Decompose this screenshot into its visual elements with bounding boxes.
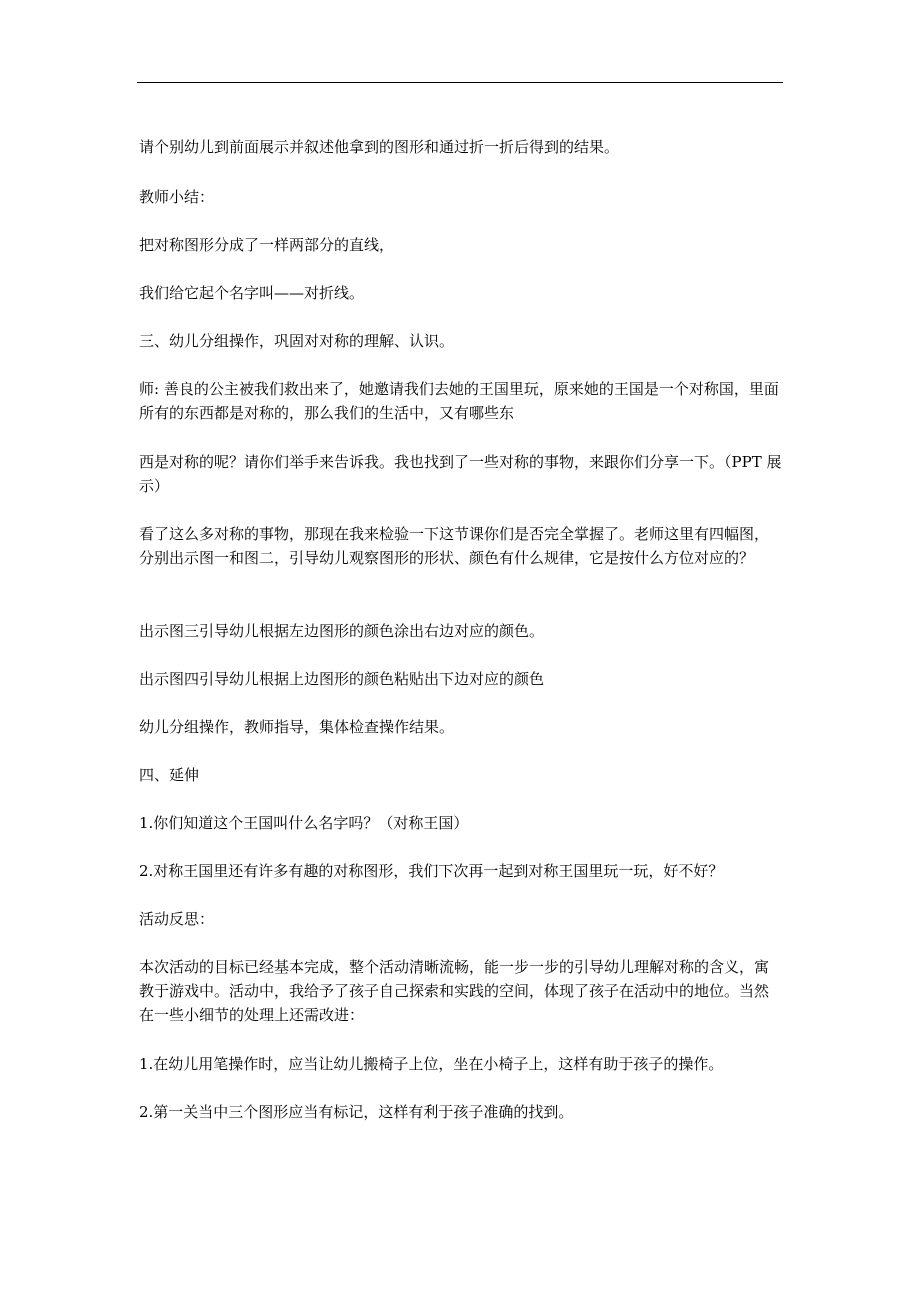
section-heading-3: 三、幼儿分组操作，巩固对对称的理解、认识。 — [139, 332, 455, 350]
paragraph-3: 把对称图形分成了一样两部分的直线， — [139, 236, 395, 254]
section-heading-4: 四、延伸 — [139, 766, 200, 784]
paragraph-6: 师: 善良的公主被我们救出来了，她邀请我们去她的王国里玩，原来她的王国是一个对称国，里面所有的东西都是对称的，那么我们的生活中，又有哪些东 — [139, 380, 779, 422]
paragraph-18: 2.第一关当中三个图形应当有标记，这样有利于孩子准确的找到。 — [139, 1103, 574, 1121]
reflection-heading: 活动反思： — [139, 910, 215, 928]
paragraph-17: 1.在幼儿用笔操作时，应当让幼儿搬椅子上位，坐在小椅子上，这样有助于孩子的操作。 — [139, 1055, 724, 1073]
paragraph-2: 教师小结： — [139, 188, 215, 206]
paragraph-16: 本次活动的目标已经基本完成，整个活动清晰流畅，能一步一步的引导幼儿理解对称的含义，寓教于游戏中。活动中，我给予了孩子自己探索和实践的空间，体现了孩子在活动中的地位。当然在一些小细节的处理上还需改进： — [139, 958, 770, 1024]
header-rule — [137, 82, 783, 83]
paragraph-14: 2.对称王国里还有许多有趣的对称图形，我们下次再一起到对称王国里玩一玩，好不好？ — [139, 862, 724, 880]
paragraph-4: 我们给它起个名字叫——对折线。 — [139, 284, 365, 302]
paragraph-10: 出示图四引导幼儿根据上边图形的颜色粘贴出下边对应的颜色 — [139, 670, 545, 688]
paragraph-11: 幼儿分组操作，教师指导，集体检查操作结果。 — [139, 718, 455, 736]
paragraph-13: 1.你们知道这个王国叫什么名字吗？（对称王国） — [139, 814, 469, 832]
paragraph-7: 西是对称的呢？请你们举手来告诉我。我也找到了一些对称的事物，来跟你们分享一下。（PPT 展示） — [139, 453, 782, 495]
paragraph-8: 看了这么多对称的事物，那现在我来检验一下这节课你们是否完全掌握了。老师这里有四幅图，分别出示图一和图二，引导幼儿观察图形的形状、颜色有什么规律，它是按什么方位对应的？ — [139, 525, 770, 567]
paragraph-9: 出示图三引导幼儿根据左边图形的颜色涂出右边对应的颜色。 — [139, 622, 545, 640]
paragraph-1: 请个别幼儿到前面展示并叙述他拿到的图形和通过折一折后得到的结果。 — [139, 138, 620, 156]
